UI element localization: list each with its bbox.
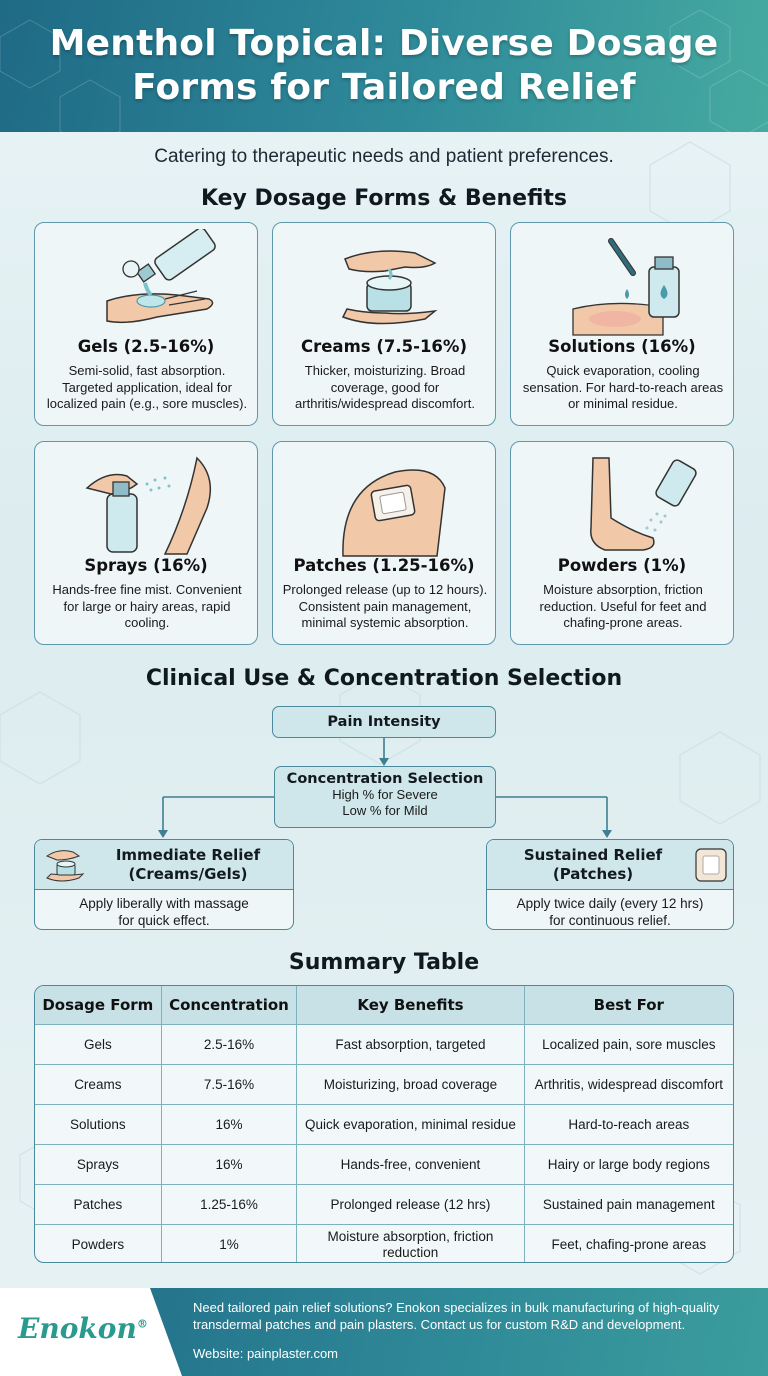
table-row: [35, 1184, 733, 1224]
table-row: [35, 1144, 733, 1184]
table-header: Concentration: [161, 986, 297, 1024]
footer-website-link[interactable]: Website: painplaster.com: [193, 1346, 338, 1361]
table-header: Dosage Form: [42, 996, 154, 1014]
card-solutions: [510, 222, 734, 426]
table-cell: Gels: [83, 1036, 112, 1052]
footer-banner: [0, 1288, 768, 1376]
table-cell: Arthritis, widespread discomfort: [524, 1065, 733, 1104]
card-title: Gels (2.5-16%): [77, 337, 215, 356]
table-cell: 2.5-16%: [161, 1025, 297, 1064]
table-cell: Hard-to-reach areas: [524, 1105, 733, 1144]
page-subtitle: Catering to therapeutic needs and patient preferences.: [154, 146, 614, 167]
table-cell: Moisturizing, broad coverage: [296, 1065, 523, 1104]
card-description: Moisture absorption, friction reduction. Useful for feet and chafing-prone areas.: [539, 582, 707, 630]
table-cell: Solutions: [70, 1116, 126, 1132]
sustained-relief-subtitle: (Patches): [552, 865, 634, 883]
table-cell: Hairy or large body regions: [524, 1145, 733, 1184]
table-cell: Patches: [73, 1196, 123, 1212]
header-banner: [0, 0, 768, 132]
table-row: [35, 1024, 733, 1064]
foot-powder-icon: [523, 448, 723, 558]
page-title: Menthol Topical: Diverse Dosage Forms for Tailored Relief: [49, 23, 719, 108]
sustained-relief-title: Sustained Relief: [523, 846, 663, 864]
spray-bottle-icon: [47, 448, 247, 558]
forms-section-title: Key Dosage Forms & Benefits: [200, 186, 568, 211]
table-cell: 1.25-16%: [161, 1185, 297, 1224]
gel-tube-hand-icon: [47, 229, 247, 339]
summary-section-title: Summary Table: [288, 950, 480, 975]
card-gels: [34, 222, 258, 426]
card-description: Prolonged release (up to 12 hours). Consistent pain management, minimal systemic absorption.: [282, 582, 488, 630]
card-description: Thicker, moisturizing. Broad coverage, good for arthritis/widespread discomfort.: [295, 363, 475, 411]
card-description: Semi-solid, fast absorption. Targeted application, ideal for localized pain (e.g., sore muscles).: [46, 363, 248, 411]
shoulder-patch-icon: [285, 448, 485, 558]
table-row: [35, 1224, 733, 1263]
card-sprays: [34, 441, 258, 645]
concentration-high: High % for Severe: [332, 787, 438, 802]
card-title: Solutions (16%): [548, 337, 696, 356]
card-description: Hands-free fine mist. Convenient for large or hairy areas, rapid cooling.: [52, 582, 242, 630]
table-cell: Creams: [74, 1076, 122, 1092]
table-cell: 16%: [161, 1105, 297, 1144]
immediate-relief-instruction-2: for quick effect.: [118, 913, 210, 928]
card-creams: [272, 222, 496, 426]
table-cell: Localized pain, sore muscles: [524, 1025, 733, 1064]
concentration-selection-box: [274, 766, 496, 828]
sustained-relief-box: [486, 839, 734, 930]
immediate-relief-title: Immediate Relief: [115, 846, 261, 864]
card-patches: [272, 441, 496, 645]
summary-table: [34, 985, 734, 1263]
footer-text: Need tailored pain relief solutions? Enokon specializes in bulk manufacturing of high-quality transdermal patches and pain plasters. Contact us for custom R&D and development.: [193, 1300, 720, 1332]
table-cell: Powders: [71, 1236, 125, 1252]
table-cell: Quick evaporation, minimal residue: [296, 1105, 523, 1144]
table-cell: 16%: [161, 1145, 297, 1184]
immediate-relief-instruction: Apply liberally with massage: [79, 896, 249, 911]
pain-intensity-label: Pain Intensity: [327, 714, 441, 730]
card-title: Powders (1%): [557, 556, 687, 575]
table-header-row: [35, 986, 733, 1024]
sustained-relief-instruction: Apply twice daily (every 12 hrs): [516, 896, 704, 911]
pain-intensity-box: [272, 706, 496, 738]
table-cell: Sustained pain management: [524, 1185, 733, 1224]
table-cell: Moisture absorption, friction reduction: [296, 1225, 523, 1263]
table-cell: Fast absorption, targeted: [296, 1025, 523, 1064]
immediate-relief-subtitle: (Creams/Gels): [128, 865, 248, 883]
table-header: Key Benefits: [296, 986, 523, 1024]
card-title: Sprays (16%): [84, 556, 208, 575]
table-row: [35, 1064, 733, 1104]
card-powders: [510, 441, 734, 645]
card-description: Quick evaporation, cooling sensation. For hard-to-reach areas or minimal residue.: [522, 363, 724, 411]
concentration-title: Concentration Selection: [286, 771, 484, 787]
cream-jar-hand-icon: [285, 229, 485, 339]
table-cell: Feet, chafing-prone areas: [524, 1225, 733, 1263]
card-title: Patches (1.25-16%): [293, 556, 475, 575]
table-cell: 7.5-16%: [161, 1065, 297, 1104]
immediate-relief-box: [34, 839, 294, 930]
clinical-section-title: Clinical Use & Concentration Selection: [145, 666, 623, 691]
concentration-low: Low % for Mild: [342, 803, 428, 818]
patch-icon: [693, 846, 729, 884]
cream-jar-hand-icon: [43, 844, 89, 886]
sustained-relief-instruction-2: for continuous relief.: [549, 913, 671, 928]
table-header: Best For: [524, 986, 733, 1024]
card-title: Creams (7.5-16%): [301, 337, 467, 356]
table-cell: Hands-free, convenient: [296, 1145, 523, 1184]
table-row: [35, 1104, 733, 1144]
table-cell: 1%: [161, 1225, 297, 1263]
dropper-bottle-icon: [523, 229, 723, 339]
table-cell: Sprays: [76, 1156, 119, 1172]
table-cell: Prolonged release (12 hrs): [296, 1185, 523, 1224]
enokon-logo: Enokon®: [18, 1312, 148, 1345]
